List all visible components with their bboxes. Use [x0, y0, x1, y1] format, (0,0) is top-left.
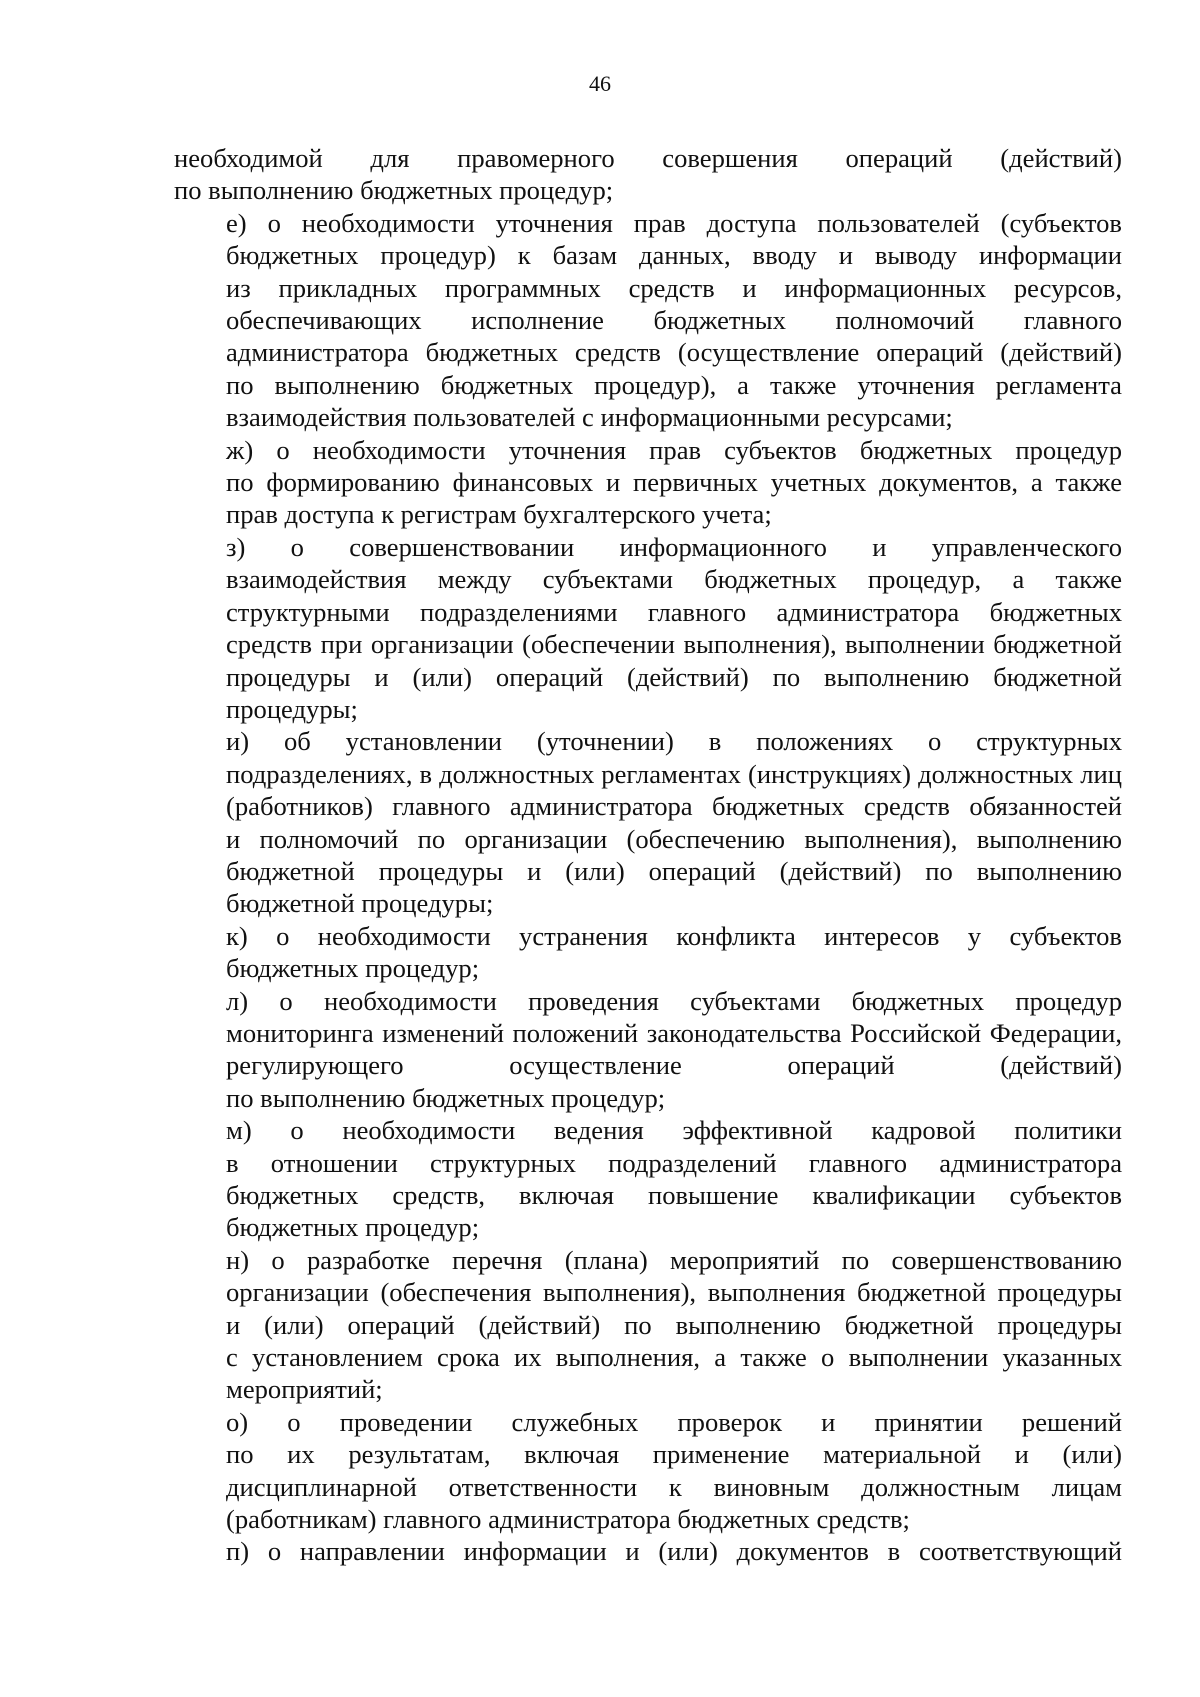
text-line: л) о необходимости проведения субъектами бюджетных процедур: [226, 985, 1122, 1016]
text-line: к) о необходимости устранения конфликта интересов у субъектов: [226, 920, 1122, 951]
text-line: взаимодействия пользователей с информационными ресурсами;: [226, 402, 953, 433]
text-line: н) о разработке перечня (плана) мероприятий по совершенствованию: [226, 1244, 1122, 1275]
text-line: мониторинга изменений положений законодательства Российской Федерации,: [226, 1017, 1122, 1048]
text-line: прав доступа к регистрам бухгалтерского учета;: [226, 499, 772, 530]
text-line: бюджетных процедур) к базам данных, вводу и выводу информации: [226, 240, 1122, 271]
paragraph-z: [174, 531, 1122, 725]
text-line: и (или) операций (действий) по выполнению бюджетной процедуры: [226, 1309, 1122, 1340]
text-line: и) об установлении (уточнении) в положениях о структурных: [226, 726, 1122, 757]
text-line: обеспечивающих исполнение бюджетных полномочий главного: [226, 305, 1122, 336]
text-line: по формированию финансовых и первичных учетных документов, а также: [226, 467, 1122, 498]
text-line: з) о совершенствовании информационного и управленческого: [226, 531, 1122, 562]
text-line: бюджетных средств, включая повышение квалификации субъектов: [226, 1180, 1122, 1210]
paragraph-zh: [174, 434, 1122, 531]
paragraph-m: [174, 1114, 1122, 1244]
text-line: структурными подразделениями главного администратора бюджетных: [226, 596, 1122, 627]
text-line: по их результатам, включая применение материальной и (или): [226, 1439, 1122, 1470]
text-line: администратора бюджетных средств (осуществление операций (действий): [226, 337, 1122, 368]
text-line: бюджетных процедур;: [226, 1212, 480, 1243]
text-line: бюджетной процедуры и (или) операций (действий) по выполнению: [226, 855, 1122, 886]
text-line: о) о проведении служебных проверок и принятии решений: [226, 1406, 1122, 1437]
page-number: 46: [589, 71, 611, 96]
text-line: (работников) главного администратора бюджетных средств обязанностей: [226, 791, 1122, 822]
document-body: [174, 142, 1122, 1568]
text-line: в отношении структурных подразделений главного администратора: [226, 1147, 1122, 1178]
text-line: (работникам) главного администратора бюджетных средств;: [226, 1504, 910, 1535]
text-line: е) о необходимости уточнения прав доступа пользователей (субъектов: [226, 207, 1122, 238]
text-line: по выполнению бюджетных процедур), а также уточнения регламента: [226, 369, 1122, 400]
text-line: бюджетной процедуры;: [226, 888, 494, 919]
text-line: и полномочий по организации (обеспечению выполнения), выполнению: [226, 823, 1122, 854]
text-line: по выполнению бюджетных процедур;: [174, 175, 614, 206]
text-line: с установлением срока их выполнения, а также о выполнении указанных: [226, 1342, 1122, 1373]
text-line: организации (обеспечения выполнения), выполнения бюджетной процедуры: [226, 1277, 1122, 1308]
text-line: м) о необходимости ведения эффективной кадровой политики: [226, 1115, 1122, 1146]
paragraph-cont: [174, 142, 1122, 207]
text-line: процедуры и (или) операций (действий) по выполнению бюджетной: [226, 661, 1122, 692]
text-line: бюджетных процедур;: [226, 953, 480, 984]
paragraph-k: [174, 920, 1122, 985]
text-line: из прикладных программных средств и информационных ресурсов,: [226, 272, 1122, 303]
paragraph-i: [174, 725, 1122, 919]
paragraph-e: [174, 207, 1122, 434]
text-line: взаимодействия между субъектами бюджетных процедур, а также: [226, 564, 1122, 595]
paragraph-n: [174, 1244, 1122, 1406]
text-line: средств при организации (обеспечении выполнения), выполнении бюджетной: [226, 629, 1122, 660]
text-line: мероприятий;: [226, 1374, 383, 1405]
text-line: регулирующего осуществление операций (действий): [226, 1050, 1122, 1081]
text-line: подразделениях, в должностных регламентах (инструкциях) должностных лиц: [226, 758, 1122, 789]
paragraph-o: [174, 1406, 1122, 1536]
paragraph-l: [174, 985, 1122, 1115]
text-line: необходимой для правомерного совершения операций (действий): [174, 143, 1122, 173]
text-line: по выполнению бюджетных процедур;: [226, 1082, 666, 1113]
text-line: процедуры;: [226, 693, 358, 724]
paragraph-p: [174, 1535, 1122, 1567]
text-line: п) о направлении информации и (или) документов в соответствующий: [226, 1536, 1122, 1567]
text-line: ж) о необходимости уточнения прав субъектов бюджетных процедур: [226, 434, 1122, 465]
text-line: дисциплинарной ответственности к виновным должностным лицам: [226, 1471, 1122, 1502]
